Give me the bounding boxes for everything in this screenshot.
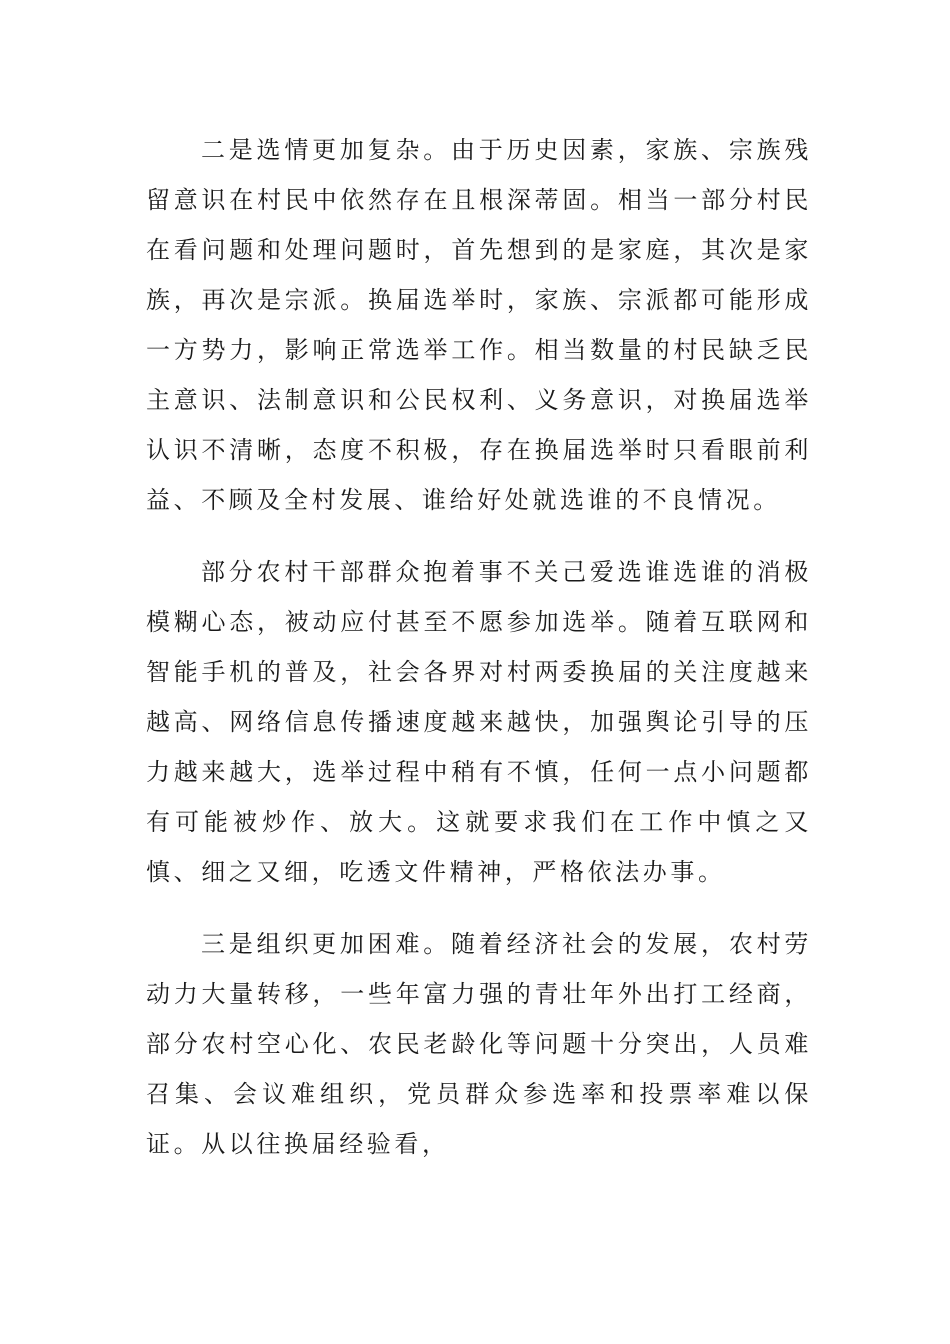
paragraph-election-complexity: 二是选情更加复杂。由于历史因素，家族、宗族残留意识在村民中依然存在且根深蒂固。相当一部分村民在看问题和处理问题时，首先想到的是家庭，其次是家族，再次是宗派。换届选举时，家族、宗派都可能形成一方势力，影响正常选举工作。相当数量的村民缺乏民主意识、法制意识和公民权利、义务意识，对换届选举认识不清晰，态度不积极，存在换届选举时只看眼前利益、不顾及全村发展、谁给好处就选谁的不良情况。 [146, 136, 812, 514]
paragraph-organization-difficulty: 三是组织更加困难。随着经济社会的发展，农村劳动力大量转移，一些年富力强的青壮年外出打工经商，部分农村空心化、农民老龄化等问题十分突出，人员难召集、会议难组织，党员群众参选率和投票率难以保证。从以往换届经验看， [146, 930, 812, 1158]
paragraph-passive-attitude: 部分农村干部群众抱着事不关己爱选谁选谁的消极模糊心态，被动应付甚至不愿参加选举。随着互联网和智能手机的普及，社会各界对村两委换届的关注度越来越高、网络信息传播速度越来越快，加强舆论引导的压力越来越大，选举过程中稍有不慎，任何一点小问题都有可能被炒作、放大。这就要求我们在工作中慎之又慎、细之又细，吃透文件精神，严格依法办事。 [146, 558, 812, 886]
document-body [146, 125, 812, 1191]
